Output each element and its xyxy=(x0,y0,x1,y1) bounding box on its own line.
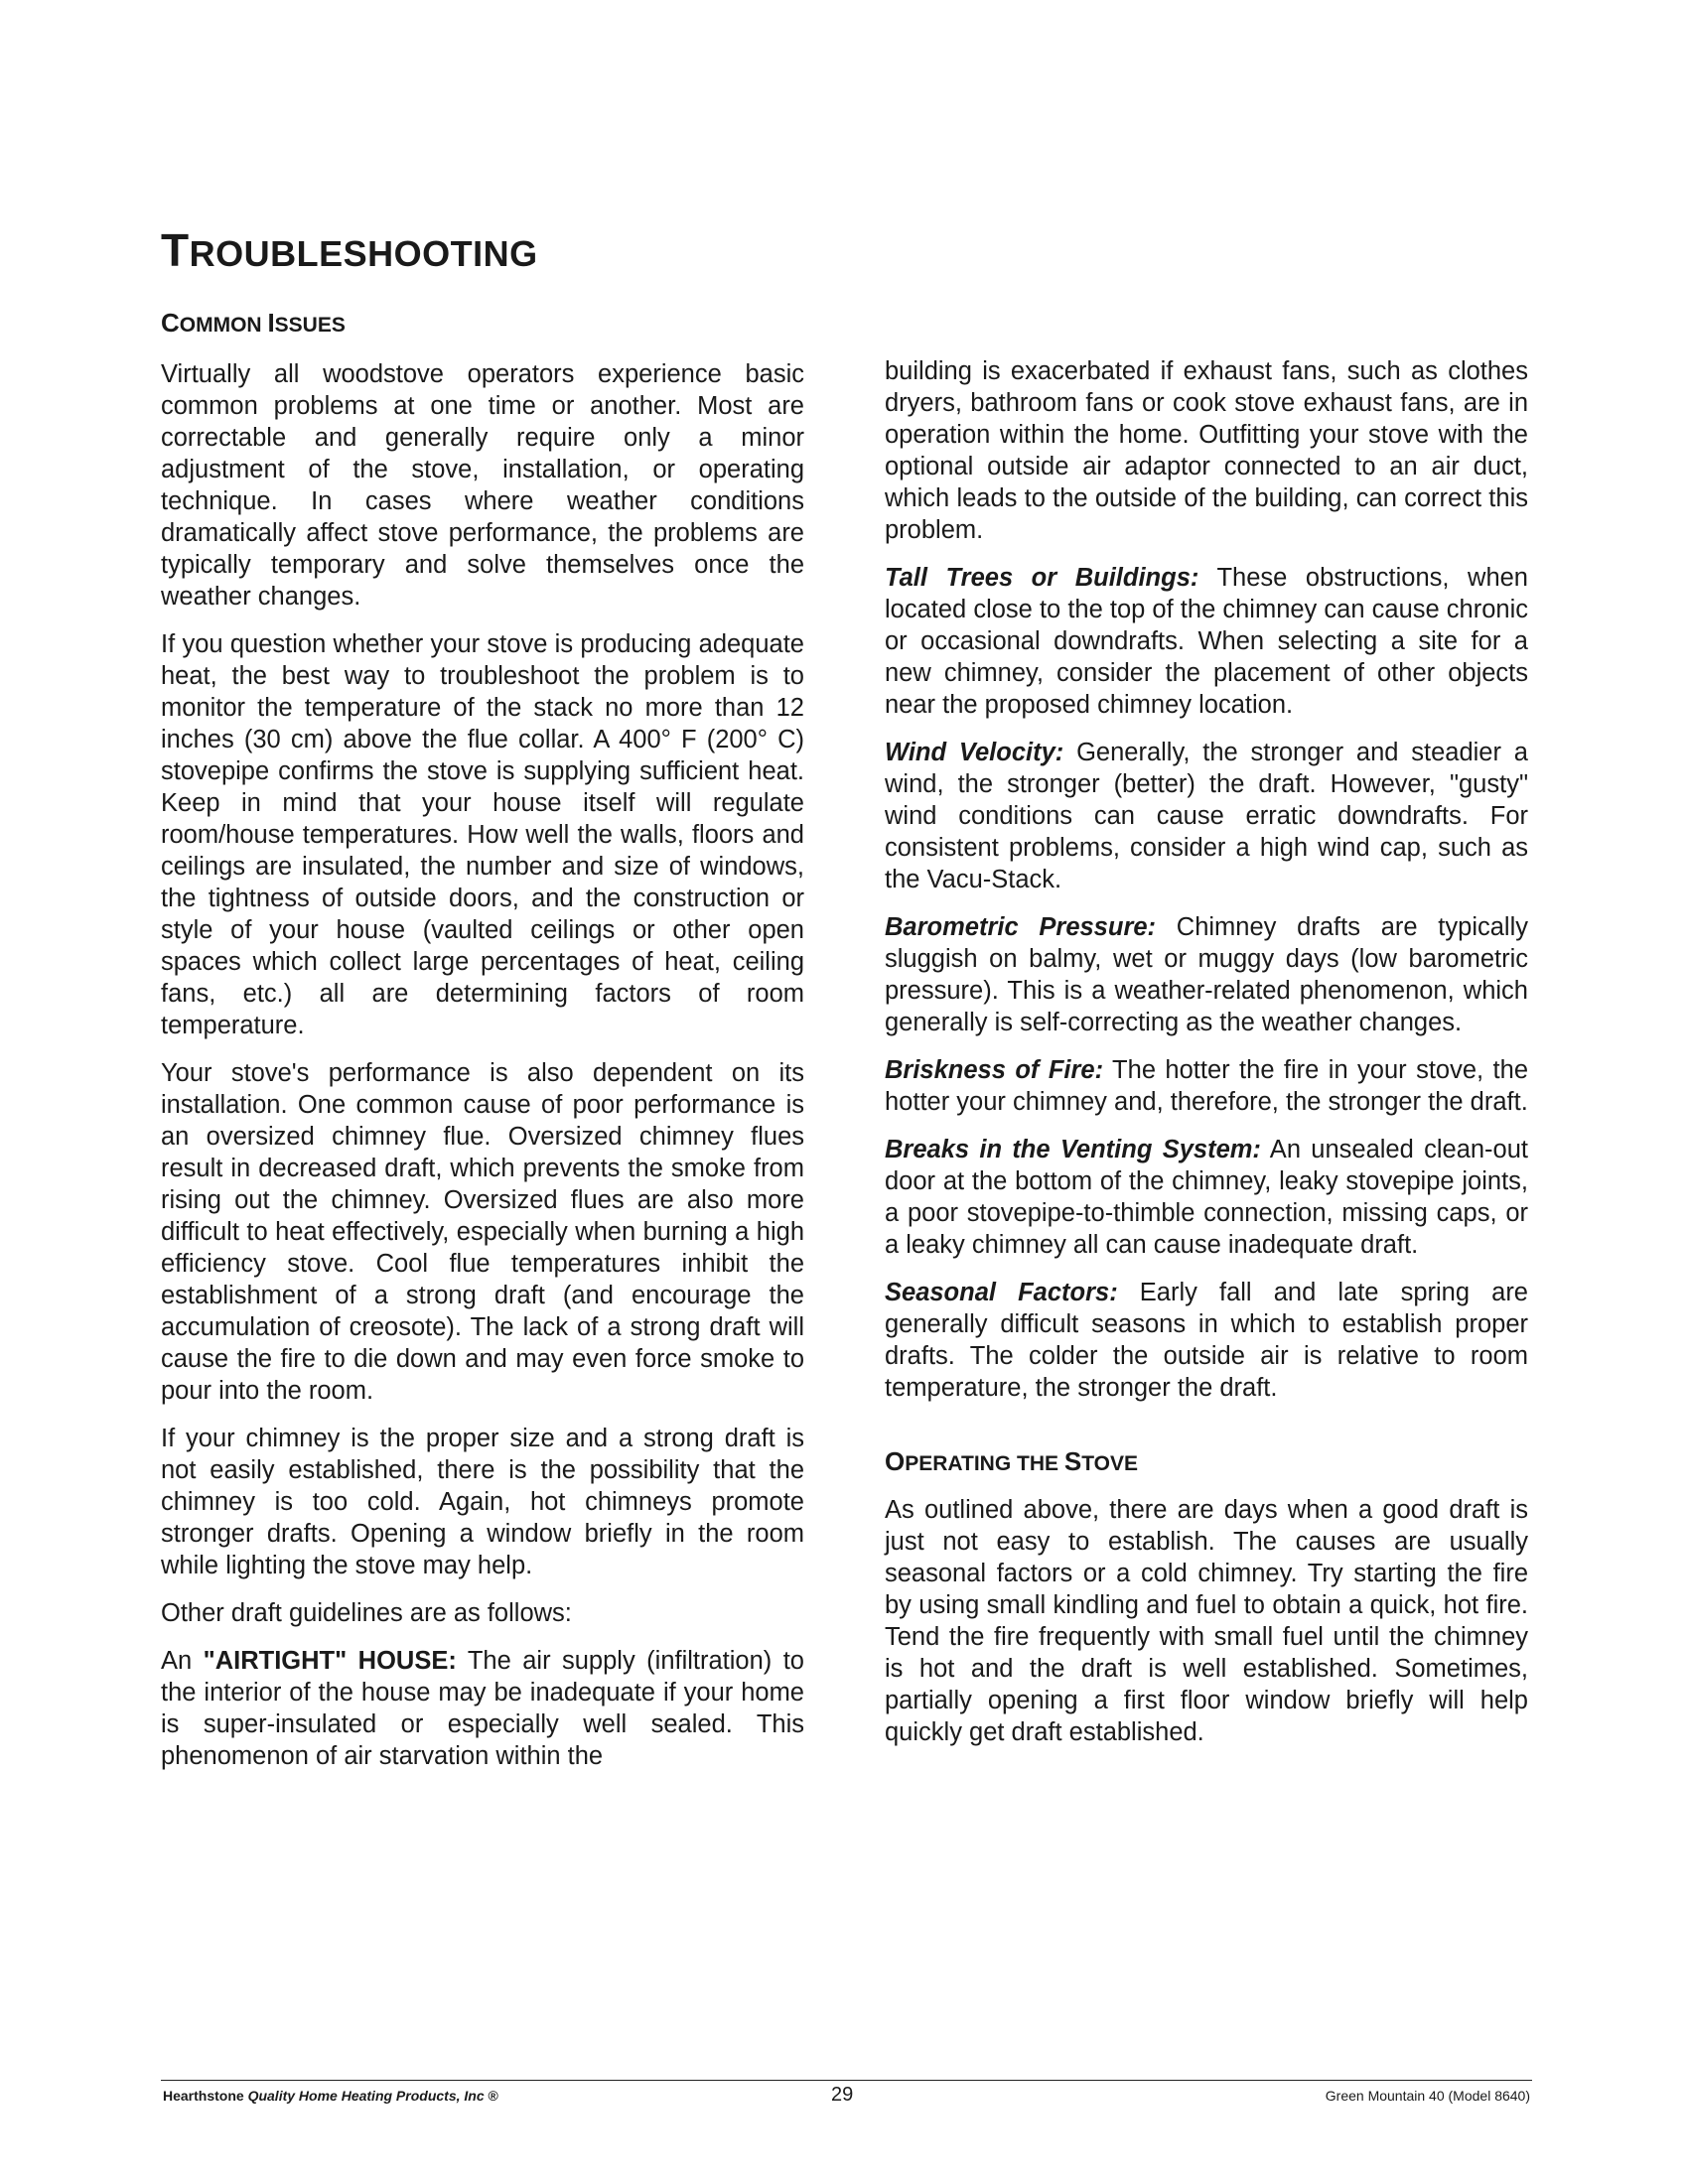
page-title: TROUBLESHOOTING xyxy=(161,224,538,276)
guideline-label: Wind Velocity: xyxy=(885,739,1064,766)
guideline-item: Barometric Pressure: Chimney drafts are typically sluggish on balmy, wet or muggy days (low barometric pressure). This is a weather-related phenomenon, which generally is self-correcting as the weather changes. xyxy=(885,913,1528,1036)
guideline-item: Wind Velocity: Generally, the stronger and steadier a wind, the stronger (better) the draft. However, "gusty" wind conditions can cause erratic downdrafts. For consistent problems, consider a high wind cap, such as the Vacu-Stack. xyxy=(885,739,1528,893)
page-footer xyxy=(161,2080,1532,2111)
paragraph: As outlined above, there are days when a good draft is just not easy to establish. The causes are usually seasonal factors or a cold chimney. Try starting the fire by using small kindling and fuel to obtain a quick, hot fire. Tend the fire frequently with small fuel until the chimney is hot and the draft is well established. Sometimes, partially opening a first floor window briefly will help quickly get draft established. xyxy=(885,1496,1528,1746)
guideline-label: Seasonal Factors: xyxy=(885,1279,1118,1306)
guideline-item: Breaks in the Venting System: An unsealed clean-out door at the bottom of the chimney, leaky stovepipe joints, a poor stovepipe-to-thimble connection, missing caps, or a leaky chimney all can cause inadequate draft. xyxy=(885,1136,1528,1259)
guideline-label: Briskness of Fire: xyxy=(885,1056,1104,1084)
guideline-label: Barometric Pressure: xyxy=(885,913,1157,941)
paragraph: If your chimney is the proper size and a strong draft is not easily established, there is the possibility that the chimney is too cold. Again, hot chimneys promote stronger drafts. Opening a window briefly in the room while lighting the stove may help. xyxy=(161,1425,804,1579)
paragraph: building is exacerbated if exhaust fans, such as clothes dryers, bathroom fans or cook stove exhaust fans, are in operation within the home. Outfitting your stove with the optional outside air adaptor connected to an air duct, which leads to the outside of the building, can correct this problem. xyxy=(885,357,1528,544)
left-column xyxy=(161,358,804,1788)
guideline-item: Briskness of Fire: The hotter the fire in your stove, the hotter your chimney and, therefore, the stronger the draft. xyxy=(885,1056,1529,1116)
footer-brand: Hearthstone Quality Home Heating Products, Inc ® xyxy=(163,2088,498,2104)
paragraph: Virtually all woodstove operators experience basic common problems at one time or another. Most are correctable and generally require only a minor adjustment of the stove, installation, or operating technique. In cases where weather conditions dramatically affect stove performance, the problems are typically temporary and solve themselves once the weather changes. xyxy=(161,360,804,611)
section-heading-common-issues: COMMON ISSUES xyxy=(161,308,346,338)
guideline-item: Seasonal Factors: Early fall and late spring are generally difficult seasons in which to establish proper drafts. The colder the outside air is relative to room temperature, the stronger the draft. xyxy=(885,1279,1528,1402)
paragraph: Your stove's performance is also dependent on its installation. One common cause of poor performance is an oversized chimney flue. Oversized chimney flues result in decreased draft, which prevents the smoke from rising out the chimney. Oversized flues are also more difficult to heat effectively, especially when burning a high efficiency stove. Cool flue temperatures inhibit the establishment of a strong draft (and encourage the accumulation of creosote). The lack of a strong draft will cause the fire to die down and may even force smoke to pour into the room. xyxy=(161,1059,804,1405)
paragraph: Other draft guidelines are as follows: xyxy=(161,1599,572,1627)
page-number: 29 xyxy=(831,2084,854,2106)
guideline-label: Breaks in the Venting System: xyxy=(885,1136,1261,1163)
paragraph: If you question whether your stove is producing adequate heat, the best way to troubleshoot the problem is to monitor the temperature of the stack no more than 12 inches (30 cm) above the flue collar. A 400° F (200° C) stovepipe confirms the stove is supplying sufficient heat. Keep in mind that your house itself will regulate room/house temperatures. How well the walls, floors and ceilings are insulated, the number and size of windows, the tightness of outside doors, and the construction or style of your house (vaulted ceilings or other open spaces which collect large percentages of heat, ceiling fans, etc.) all are determining factors of room temperature. xyxy=(161,630,804,1039)
footer-model: Green Mountain 40 (Model 8640) xyxy=(1325,2088,1530,2104)
right-column xyxy=(885,355,1528,1764)
guideline-item: Tall Trees or Buildings: These obstructions, when located close to the top of the chimney can cause chronic or occasional downdrafts. When selecting a site for a new chimney, consider the placement of other objects near the proposed chimney location. xyxy=(885,564,1528,719)
airtight-house-label: "AIRTIGHT" HOUSE: xyxy=(203,1647,457,1675)
section-heading-operating-the-stove: OPERATING THE STOVE xyxy=(885,1446,1138,1476)
guideline-label: Tall Trees or Buildings: xyxy=(885,564,1199,592)
paragraph-airtight-house: An "AIRTIGHT" HOUSE: The air supply (infiltration) to the interior of the house may be inadequate if your home is super-insulated or especially well sealed. This phenomenon of air starvation within the xyxy=(161,1647,804,1770)
